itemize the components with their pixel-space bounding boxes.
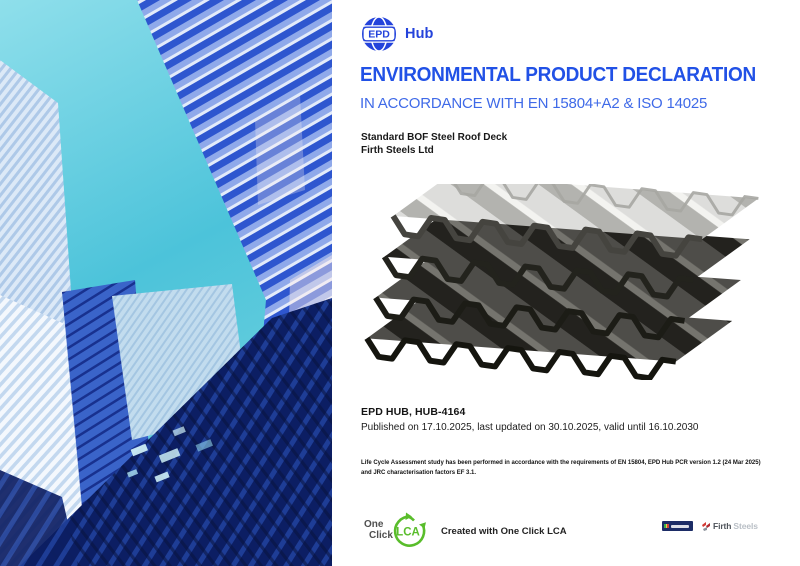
firth-mark-icon [702,522,711,531]
page-title: ENVIRONMENTAL PRODUCT DECLARATION [360,64,756,86]
manufacturer-name: Firth Steels Ltd [361,145,434,156]
registration-block [361,406,699,433]
epd-logo-suffix: Hub [405,26,434,42]
footer-left [360,512,567,550]
product-name: Standard BOF Steel Roof Deck [361,132,508,143]
footer-right [662,521,758,531]
created-with-label: Created with One Click LCA [441,525,567,537]
firth-logo-light: Steels [733,521,758,531]
oneclick-line2: Click [369,530,393,541]
epd-logo-text: EPD [368,28,390,41]
content-column [360,0,785,566]
partner-badge-icon [662,521,693,531]
epd-globe-icon [360,15,398,53]
skyscraper-photo [0,0,332,566]
badge-flag-icon [664,524,669,528]
lca-text: LCA [396,526,420,539]
epd-registration-number: EPD HUB, HUB-4164 [361,406,466,418]
product-block [361,131,507,157]
badge-text-mark [671,525,689,528]
firth-steels-logo [702,521,758,531]
page-subtitle: IN ACCORDANCE WITH EN 15804+A2 & ISO 14025 [360,95,708,112]
epd-hub-logo [360,15,434,53]
publication-dates: Published on 17.10.2025, last updated on 30.10.2025, valid until 16.10.2030 [361,422,699,433]
oneclick-line1: One [364,519,384,530]
lca-disclaimer: Life Cycle Assessment study has been performed in accordance with the requirements of EN 15804, EPD Hub PCR version 1.2 (24 Mar 2025) and JRC characterisation factors EF 3.1. [361,460,761,476]
firth-logo-bold: Firth [713,521,732,531]
product-image [364,184,772,380]
one-click-lca-logo [360,512,428,550]
